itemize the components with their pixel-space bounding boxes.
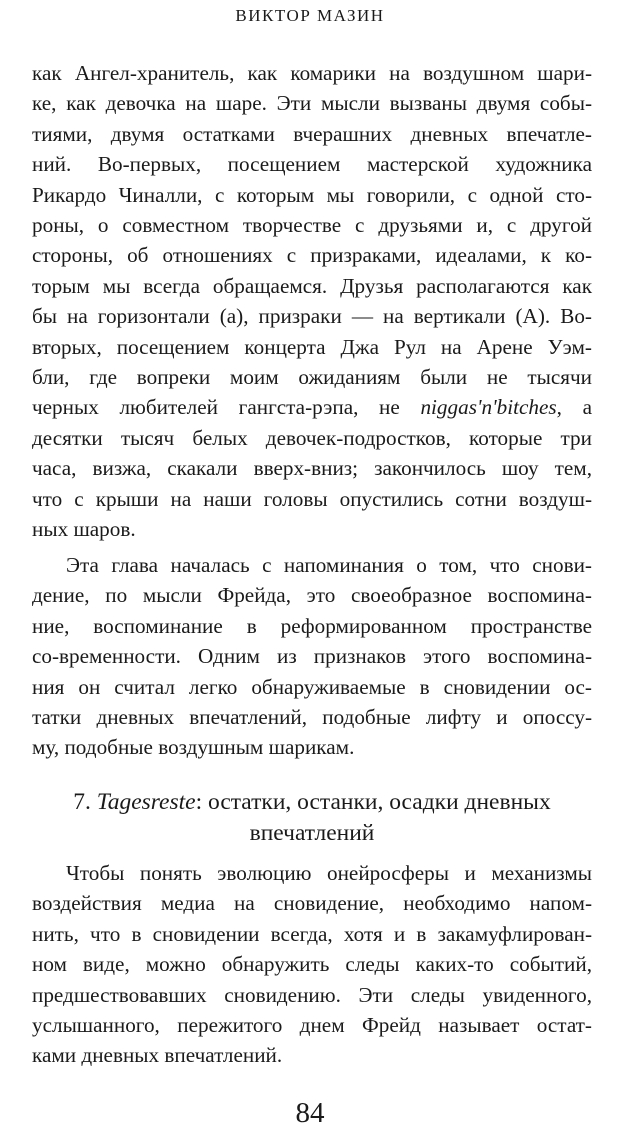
text-line: дение, по мысли Фрейда, это своеобразное воспомина- (32, 583, 592, 608)
text-line: Эта глава началась с напоминания о том, что снови- (66, 553, 592, 577)
text-line: ных шаров. (32, 517, 136, 542)
text-line: вторых, посещением концерта Джа Рул на Арене Уэм- (32, 334, 592, 359)
text-line: воздействия медиа на сновидение, необходимо напом- (32, 891, 592, 916)
text-line: стороны, об отношениях с призраками, идеалами, к ко- (32, 243, 592, 268)
text-line: ние, воспоминание в реформированном пространстве (32, 613, 592, 638)
text-line: нить, что в сновидении всегда, хотя и в закамуфлирован- (32, 921, 592, 946)
text-line: торым мы всегда обращаемся. Друзья располагаются как (32, 273, 592, 298)
text-line: ке, как девочка на шаре. Эти мысли вызваны двумя собы- (32, 91, 592, 116)
text-line: Рикардо Чиналли, с которым мы говорили, с одной сто- (32, 182, 592, 207)
text-line: бли, где вопреки моим ожиданиям были не тысячи (32, 365, 592, 390)
heading-line (32, 787, 592, 818)
text-line: роны, о совместном творчестве с друзьями и, с другой (32, 213, 592, 238)
text-line: тиями, двумя остатками вчерашних дневных впечатле- (32, 121, 592, 146)
text-line: предшествовавших сновидению. Эти следы увиденного, (32, 982, 592, 1007)
section-number: 7. (73, 789, 97, 815)
page-number: 84 (295, 1097, 325, 1129)
text-line-mixed (32, 392, 592, 422)
text-line: часа, визжа, скакали вверх-вниз; закончилось шоу тем, (32, 456, 592, 481)
text-line: ния он считал легко обнаруживаемые в сновидении ос- (32, 674, 592, 699)
section-italic-word: Tagesreste (96, 789, 196, 815)
heading-line: впечатлений (249, 820, 375, 846)
text-line: бы на горизонтали (а), призраки — на вертикали (А). Во- (32, 304, 592, 329)
text-line: со-временности. Одним из признаков этого воспомина- (32, 644, 592, 669)
section-heading (32, 787, 592, 849)
text-line: услышанного, пережитого днем Фрейд называет остат- (32, 1013, 592, 1038)
text-line: ний. Во-первых, посещением мастерской художника (32, 152, 592, 177)
paragraph-1 (32, 58, 592, 545)
text-line: татки дневных впечатлений, подобные лифту и опоссу- (32, 705, 592, 730)
text-line: му, подобные воздушным шарикам. (32, 735, 355, 760)
running-header: ВИКТОР МАЗИН (235, 6, 385, 25)
section-title-rest: : остатки, останки, осадки дневных (195, 789, 551, 815)
text-segment: черных любителей гангста-рэпа, не (32, 395, 421, 420)
text-line: Чтобы понять эволюцию онейросферы и механизмы (66, 861, 592, 885)
text-line: что с крыши на наши головы опустились сотни воздуш- (32, 486, 592, 511)
text-line: десятки тысяч белых девочек-подростков, которые три (32, 425, 592, 450)
paragraph-2 (32, 550, 592, 763)
text-segment: , а (556, 395, 592, 420)
text-line: ном виде, можно обнаружить следы каких-то событий, (32, 952, 592, 977)
italic-phrase: niggas'n'bitches (420, 395, 557, 420)
paragraph-3 (32, 858, 592, 1071)
text-line: ками дневных впечатлений. (32, 1043, 283, 1068)
text-line: как Ангел-хранитель, как комарики на воздушном шари- (32, 61, 592, 85)
